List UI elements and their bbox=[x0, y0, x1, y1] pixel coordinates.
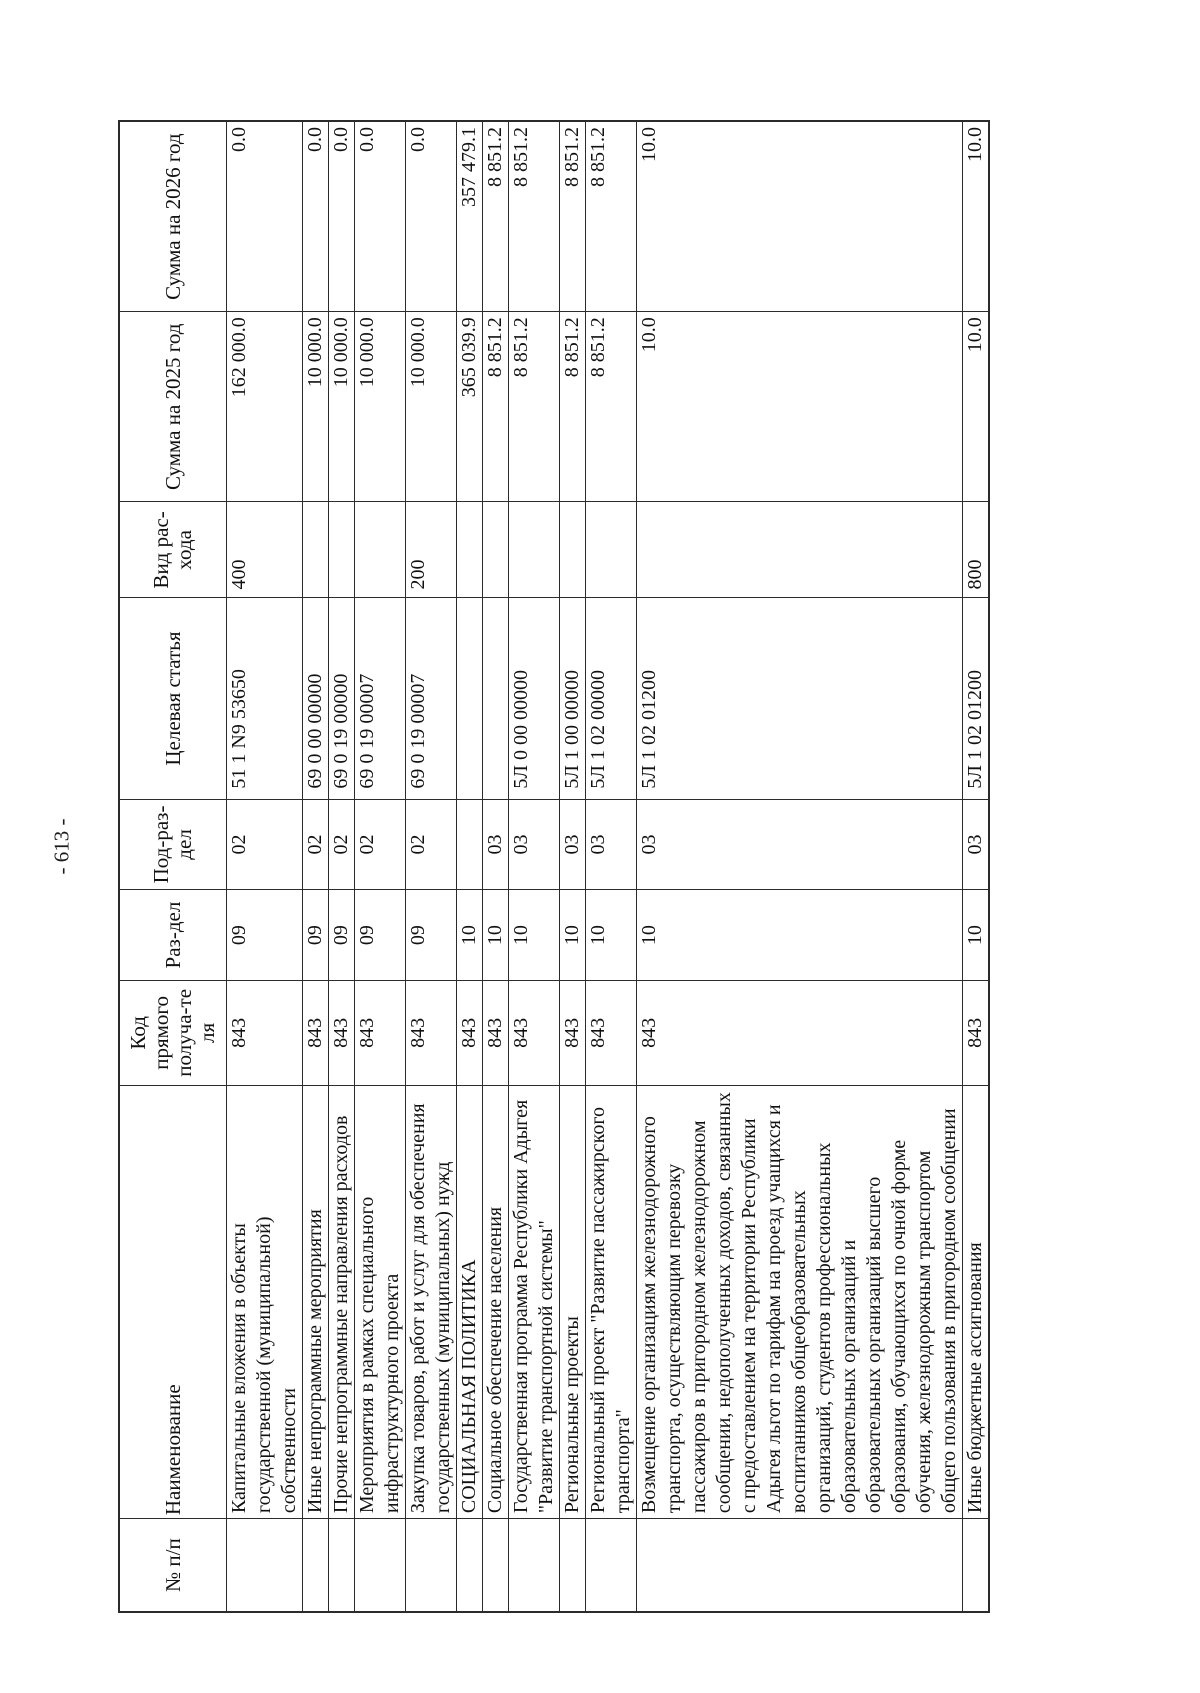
row-section: 10 bbox=[457, 890, 483, 981]
row-sum-2026: 10.0 bbox=[637, 121, 963, 312]
row-section: 09 bbox=[303, 890, 329, 981]
row-name: Капитальные вложения в объекты государственной (муниципальной) собственности bbox=[227, 1085, 303, 1518]
table-row bbox=[483, 121, 509, 1612]
row-recipient-code: 843 bbox=[303, 980, 329, 1085]
row-section: 09 bbox=[406, 890, 457, 981]
row-recipient-code: 843 bbox=[329, 980, 355, 1085]
row-expense-kind: 400 bbox=[227, 502, 303, 598]
row-name: Государственная программа Республики Адыгея "Развитие транспортной системы" bbox=[509, 1085, 560, 1518]
row-recipient-code: 843 bbox=[457, 980, 483, 1085]
row-name: Иные непрограммные мероприятия bbox=[303, 1085, 329, 1518]
row-recipient-code: 843 bbox=[586, 980, 637, 1085]
row-sum-2025: 10.0 bbox=[637, 312, 963, 502]
row-sum-2025: 10 000.0 bbox=[329, 312, 355, 502]
row-num bbox=[227, 1519, 303, 1612]
row-name: Прочие непрограммные направления расходов bbox=[329, 1085, 355, 1518]
row-sum-2026: 8 851.2 bbox=[483, 121, 509, 312]
table-row bbox=[963, 121, 990, 1612]
table-row bbox=[637, 121, 963, 1612]
row-target-article: 5Л 1 00 00000 bbox=[560, 598, 586, 799]
table-row bbox=[329, 121, 355, 1612]
row-expense-kind bbox=[329, 502, 355, 598]
table-row bbox=[509, 121, 560, 1612]
row-recipient-code: 843 bbox=[355, 980, 406, 1085]
row-sum-2026: 0.0 bbox=[329, 121, 355, 312]
row-target-article: 5Л 1 02 00000 bbox=[586, 598, 637, 799]
row-expense-kind bbox=[509, 502, 560, 598]
row-subsection: 03 bbox=[483, 799, 509, 890]
table-row bbox=[406, 121, 457, 1612]
table-header-row bbox=[119, 121, 227, 1612]
row-expense-kind bbox=[560, 502, 586, 598]
table-row bbox=[457, 121, 483, 1612]
budget-table bbox=[118, 120, 990, 1613]
row-name: Возмещение организациям железнодорожного транспорта, осуществляющим перевозку пассажиров в пригородном железнодорожном сообщении, недополученных доходов, связанных с предоставлением на территории Республики Адыгея льгот по тарифам на проезд учащихся и воспитанников общеобразовательных организаций, студентов профессиональных образовательных организаций и образовательных организаций высшего образования, обучающихся по очной форме обучения, железнодорожным транспортом общего пользования в пригородном сообщении bbox=[637, 1085, 963, 1518]
row-subsection: 03 bbox=[963, 799, 990, 890]
row-sum-2026: 8 851.2 bbox=[560, 121, 586, 312]
row-section: 10 bbox=[637, 890, 963, 981]
budget-table-rotated bbox=[118, 120, 1020, 1613]
row-name: Мероприятия в рамках специального инфраструктурного проекта bbox=[355, 1085, 406, 1518]
row-subsection: 02 bbox=[227, 799, 303, 890]
row-recipient-code: 843 bbox=[560, 980, 586, 1085]
row-num bbox=[329, 1519, 355, 1612]
row-sum-2026: 8 851.2 bbox=[509, 121, 560, 312]
row-target-article: 51 1 N9 53650 bbox=[227, 598, 303, 799]
header-recipient-code: Код прямого получа-те ля bbox=[119, 980, 227, 1085]
row-expense-kind bbox=[637, 502, 963, 598]
row-subsection: 02 bbox=[329, 799, 355, 890]
row-num bbox=[483, 1519, 509, 1612]
row-sum-2025: 365 039.9 bbox=[457, 312, 483, 502]
header-sum-2025: Сумма на 2025 год bbox=[119, 312, 227, 502]
row-target-article: 69 0 19 00007 bbox=[406, 598, 457, 799]
header-expense-kind: Вид рас-хода bbox=[119, 502, 227, 598]
row-sum-2025: 10 000.0 bbox=[303, 312, 329, 502]
row-num bbox=[586, 1519, 637, 1612]
row-section: 10 bbox=[483, 890, 509, 981]
row-recipient-code: 843 bbox=[637, 980, 963, 1085]
row-sum-2026: 0.0 bbox=[355, 121, 406, 312]
row-name: Региональный проект "Развитие пассажирского транспорта" bbox=[586, 1085, 637, 1518]
row-target-article bbox=[483, 598, 509, 799]
row-subsection: 03 bbox=[586, 799, 637, 890]
table-row bbox=[227, 121, 303, 1612]
row-target-article: 69 0 00 00000 bbox=[303, 598, 329, 799]
row-sum-2026: 8 851.2 bbox=[586, 121, 637, 312]
row-section: 10 bbox=[509, 890, 560, 981]
row-sum-2026: 10.0 bbox=[963, 121, 990, 312]
row-num bbox=[457, 1519, 483, 1612]
row-section: 10 bbox=[560, 890, 586, 981]
table-row bbox=[303, 121, 329, 1612]
page-number: - 613 - bbox=[49, 818, 74, 875]
row-num bbox=[560, 1519, 586, 1612]
row-name: Иные бюджетные ассигнования bbox=[963, 1085, 990, 1518]
row-recipient-code: 843 bbox=[406, 980, 457, 1085]
row-target-article bbox=[457, 598, 483, 799]
header-section: Раз-дел bbox=[119, 890, 227, 981]
table-row bbox=[355, 121, 406, 1612]
table-row bbox=[560, 121, 586, 1612]
row-target-article: 5Л 1 02 01200 bbox=[963, 598, 990, 799]
row-sum-2026: 357 479.1 bbox=[457, 121, 483, 312]
row-recipient-code: 843 bbox=[963, 980, 990, 1085]
row-name: Социальное обеспечение населения bbox=[483, 1085, 509, 1518]
table-row bbox=[586, 121, 637, 1612]
row-num bbox=[637, 1519, 963, 1612]
row-sum-2025: 8 851.2 bbox=[509, 312, 560, 502]
header-num: № п/п bbox=[119, 1519, 227, 1612]
row-sum-2026: 0.0 bbox=[406, 121, 457, 312]
row-num bbox=[963, 1519, 990, 1612]
row-sum-2025: 8 851.2 bbox=[483, 312, 509, 502]
header-target-article: Целевая статья bbox=[119, 598, 227, 799]
header-name: Наименование bbox=[119, 1085, 227, 1518]
row-num bbox=[355, 1519, 406, 1612]
row-section: 09 bbox=[355, 890, 406, 981]
row-expense-kind: 800 bbox=[963, 502, 990, 598]
row-num bbox=[303, 1519, 329, 1612]
row-subsection bbox=[457, 799, 483, 890]
row-sum-2025: 8 851.2 bbox=[560, 312, 586, 502]
row-target-article: 69 0 19 00007 bbox=[355, 598, 406, 799]
row-subsection: 02 bbox=[355, 799, 406, 890]
row-recipient-code: 843 bbox=[509, 980, 560, 1085]
row-expense-kind bbox=[303, 502, 329, 598]
header-sum-2026: Сумма на 2026 год bbox=[119, 121, 227, 312]
row-expense-kind bbox=[457, 502, 483, 598]
row-expense-kind bbox=[586, 502, 637, 598]
row-expense-kind: 200 bbox=[406, 502, 457, 598]
row-expense-kind bbox=[355, 502, 406, 598]
row-sum-2025: 10 000.0 bbox=[406, 312, 457, 502]
row-sum-2025: 10.0 bbox=[963, 312, 990, 502]
row-subsection: 02 bbox=[406, 799, 457, 890]
row-subsection: 03 bbox=[560, 799, 586, 890]
row-num bbox=[509, 1519, 560, 1612]
row-name: СОЦИАЛЬНАЯ ПОЛИТИКА bbox=[457, 1085, 483, 1518]
row-name: Закупка товаров, работ и услуг для обеспечения государственных (муниципальных) нужд bbox=[406, 1085, 457, 1518]
row-subsection: 03 bbox=[637, 799, 963, 890]
row-sum-2025: 8 851.2 bbox=[586, 312, 637, 502]
row-target-article: 5Л 0 00 00000 bbox=[509, 598, 560, 799]
row-section: 10 bbox=[586, 890, 637, 981]
row-target-article: 69 0 19 00000 bbox=[329, 598, 355, 799]
row-recipient-code: 843 bbox=[227, 980, 303, 1085]
row-subsection: 03 bbox=[509, 799, 560, 890]
row-expense-kind bbox=[483, 502, 509, 598]
row-section: 10 bbox=[963, 890, 990, 981]
row-section: 09 bbox=[227, 890, 303, 981]
row-section: 09 bbox=[329, 890, 355, 981]
row-sum-2026: 0.0 bbox=[303, 121, 329, 312]
row-num bbox=[406, 1519, 457, 1612]
row-sum-2025: 10 000.0 bbox=[355, 312, 406, 502]
row-target-article: 5Л 1 02 01200 bbox=[637, 598, 963, 799]
row-subsection: 02 bbox=[303, 799, 329, 890]
row-sum-2025: 162 000.0 bbox=[227, 312, 303, 502]
row-name: Региональные проекты bbox=[560, 1085, 586, 1518]
row-sum-2026: 0.0 bbox=[227, 121, 303, 312]
header-subsection: Под-раз-дел bbox=[119, 799, 227, 890]
row-recipient-code: 843 bbox=[483, 980, 509, 1085]
